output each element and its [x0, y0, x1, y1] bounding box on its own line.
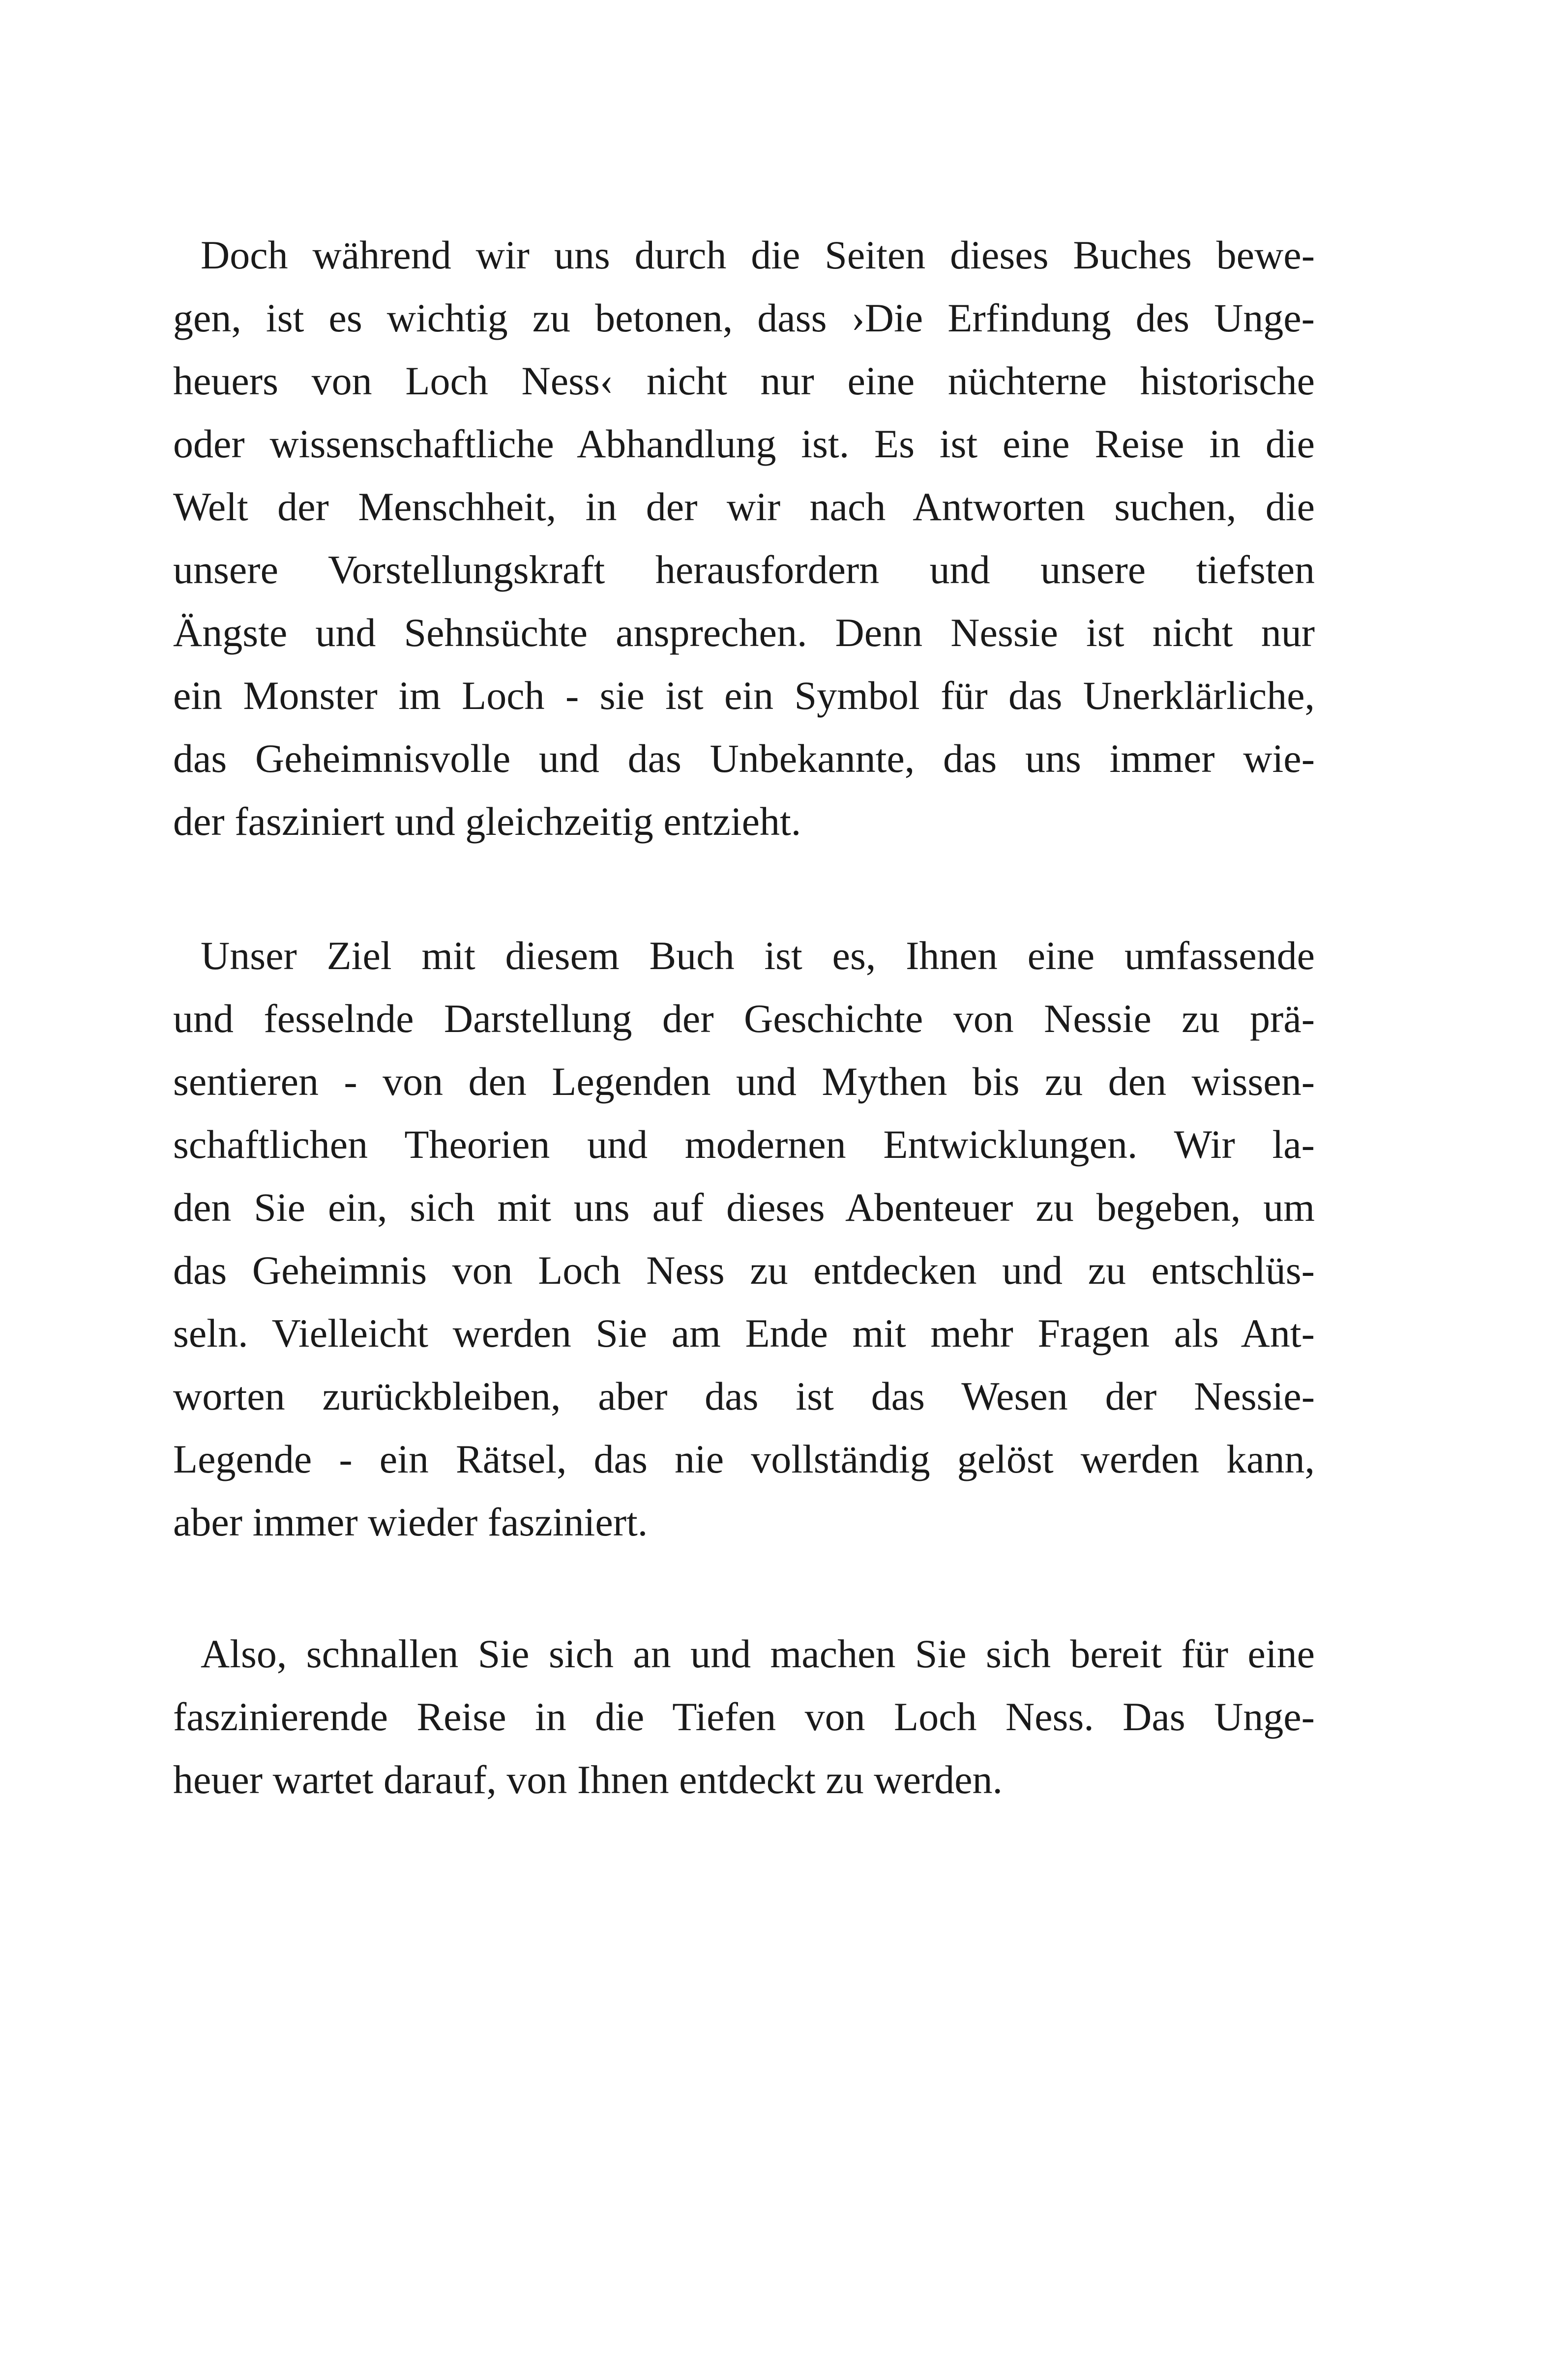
paragraph-1 — [173, 224, 1315, 853]
paragraph-2 — [173, 924, 1315, 1554]
text-line: Ängste und Sehnsüchte ansprechen. Denn Nessie ist nicht nur — [173, 610, 1315, 655]
text-line: schaftlichen Theorien und modernen Entwicklungen. Wir la- — [173, 1122, 1315, 1167]
text-line: seln. Vielleicht werden Sie am Ende mit mehr Fragen als Ant- — [173, 1311, 1315, 1356]
text-line: worten zurückbleiben, aber das ist das Wesen der Nessie- — [173, 1374, 1315, 1418]
text-line: aber immer wieder fasziniert. — [173, 1500, 648, 1544]
text-line: Doch während wir uns durch die Seiten dieses Buches bewe- — [201, 233, 1315, 277]
text-line: unsere Vorstellungskraft herausfordern und unsere tiefsten — [173, 547, 1315, 592]
text-line: Also, schnallen Sie sich an und machen Sie sich bereit für eine — [201, 1631, 1315, 1676]
text-line: heuer wartet darauf, von Ihnen entdeckt zu werden. — [173, 1757, 1003, 1802]
text-line: ein Monster im Loch - sie ist ein Symbol für das Unerklärliche, — [173, 673, 1315, 718]
text-line: gen, ist es wichtig zu betonen, dass ›Die Erfindung des Unge- — [173, 295, 1315, 340]
text-line: der fasziniert und gleichzeitig entzieht. — [173, 799, 801, 844]
text-line: den Sie ein, sich mit uns auf dieses Abenteuer zu begeben, um — [173, 1185, 1315, 1230]
paragraph-3 — [173, 1622, 1315, 1811]
text-line: oder wissenschaftliche Abhandlung ist. Es ist eine Reise in die — [173, 421, 1315, 466]
text-line: und fesselnde Darstellung der Geschichte von Nessie zu prä- — [173, 996, 1315, 1041]
text-line: das Geheimnis von Loch Ness zu entdecken und zu entschlüs- — [173, 1248, 1315, 1293]
text-line: das Geheimnisvolle und das Unbekannte, das uns immer wie- — [173, 736, 1315, 781]
text-line: heuers von Loch Ness‹ nicht nur eine nüchterne historische — [173, 358, 1315, 403]
text-line: Legende - ein Rätsel, das nie vollständig gelöst werden kann, — [173, 1437, 1315, 1481]
text-line: faszinierende Reise in die Tiefen von Loch Ness. Das Unge- — [173, 1694, 1315, 1739]
text-line: Unser Ziel mit diesem Buch ist es, Ihnen eine umfassende — [201, 933, 1315, 978]
text-line: sentieren - von den Legenden und Mythen bis zu den wissen- — [173, 1059, 1315, 1104]
text-line: Welt der Menschheit, in der wir nach Antworten suchen, die — [173, 484, 1315, 529]
